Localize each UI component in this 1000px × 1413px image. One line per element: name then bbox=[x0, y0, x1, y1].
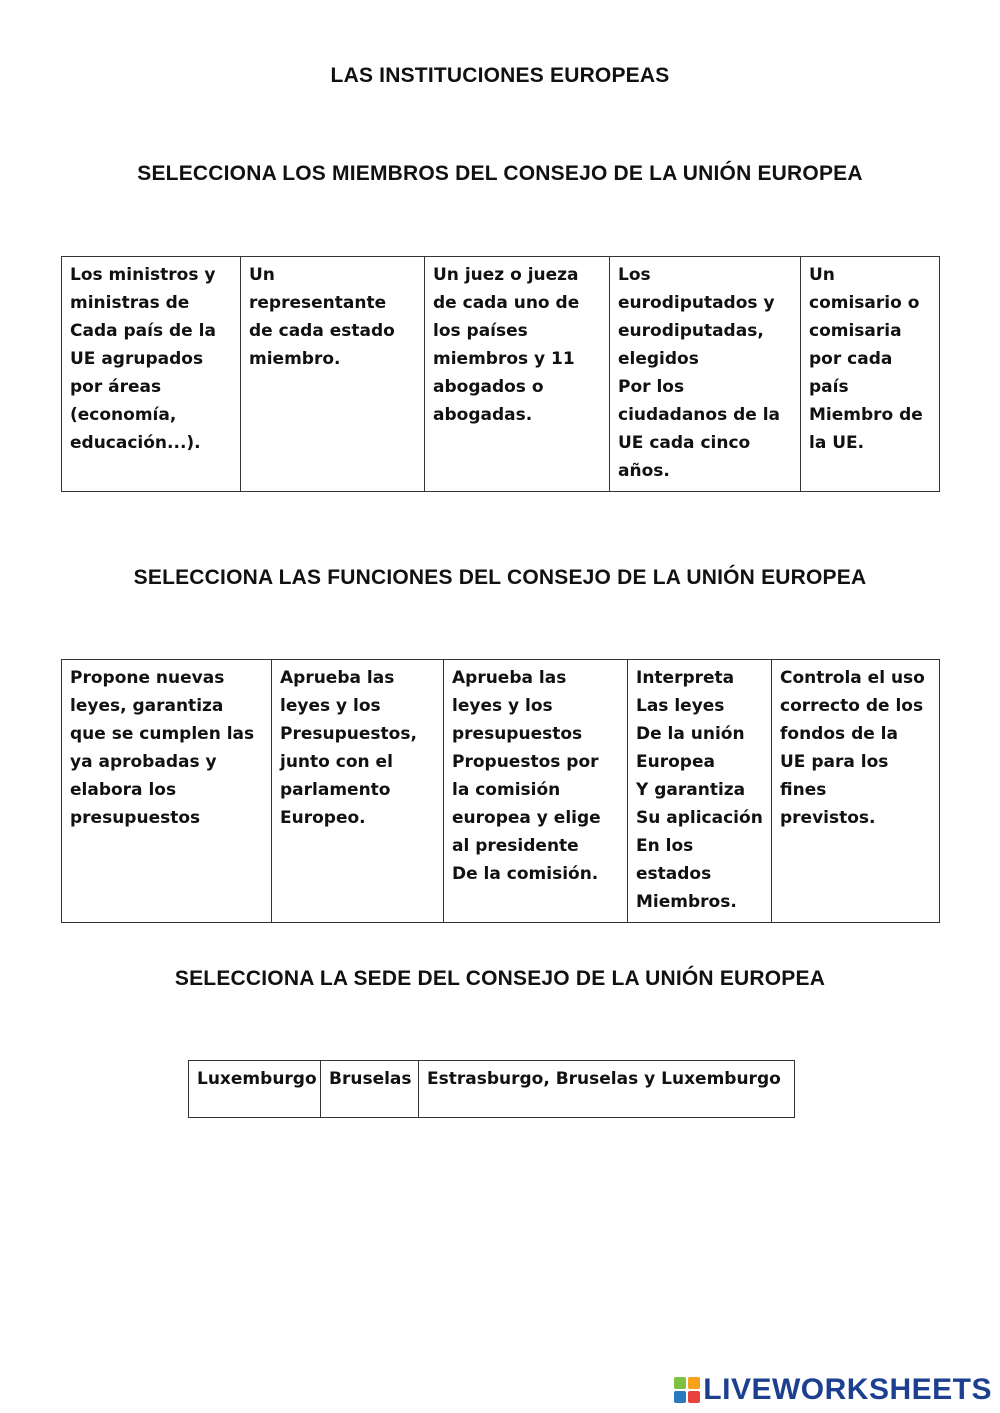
members-option[interactable]: Los ministros y ministras de Cada país de la UE agrupados por áreas (economía, educación...). bbox=[62, 257, 241, 492]
liveworksheets-logo-icon bbox=[674, 1377, 700, 1403]
functions-option[interactable]: Aprueba las leyes y los presupuestos Propuestos por la comisión europea y elige al presidente De la comisión. bbox=[444, 660, 628, 923]
members-options-table bbox=[61, 256, 940, 492]
functions-option[interactable]: Aprueba las leyes y los Presupuestos, junto con el parlamento Europeo. bbox=[272, 660, 444, 923]
seat-options-table bbox=[188, 1060, 795, 1118]
seat-options-row bbox=[189, 1061, 795, 1118]
seat-option[interactable]: Estrasburgo, Bruselas y Luxemburgo bbox=[419, 1061, 795, 1118]
members-option[interactable]: Los eurodiputados y eurodiputadas, elegidos Por los ciudadanos de la UE cada cinco años. bbox=[610, 257, 801, 492]
members-section-heading: SELECCIONA LOS MIEMBROS DEL CONSEJO DE LA UNIÓN EUROPEA bbox=[137, 162, 863, 185]
seat-option[interactable]: Bruselas bbox=[321, 1061, 419, 1118]
liveworksheets-brand bbox=[674, 1373, 992, 1407]
functions-option[interactable]: Controla el uso correcto de los fondos de la UE para los fines previstos. bbox=[772, 660, 940, 923]
members-options-row bbox=[62, 257, 940, 492]
page-title: LAS INSTITUCIONES EUROPEAS bbox=[330, 64, 670, 87]
functions-options-table bbox=[61, 659, 940, 923]
functions-option[interactable]: Propone nuevas leyes, garantiza que se cumplen las ya aprobadas y elabora los presupuestos bbox=[62, 660, 272, 923]
functions-section-heading: SELECCIONA LAS FUNCIONES DEL CONSEJO DE LA UNIÓN EUROPEA bbox=[133, 566, 867, 589]
functions-option[interactable]: Interpreta Las leyes De la unión Europea Y garantiza Su aplicación En los estados Miembros. bbox=[628, 660, 772, 923]
members-option[interactable]: Un representante de cada estado miembro. bbox=[241, 257, 425, 492]
seat-option[interactable]: Luxemburgo bbox=[189, 1061, 321, 1118]
functions-options-row bbox=[62, 660, 940, 923]
seat-section-heading: SELECCIONA LA SEDE DEL CONSEJO DE LA UNIÓN EUROPEA bbox=[174, 967, 826, 990]
members-option[interactable]: Un juez o jueza de cada uno de los países miembros y 11 abogados o abogadas. bbox=[425, 257, 610, 492]
liveworksheets-wordmark: LIVEWORKSHEETS bbox=[703, 1373, 992, 1406]
members-option[interactable]: Un comisario o comisaria por cada país Miembro de la UE. bbox=[801, 257, 940, 492]
